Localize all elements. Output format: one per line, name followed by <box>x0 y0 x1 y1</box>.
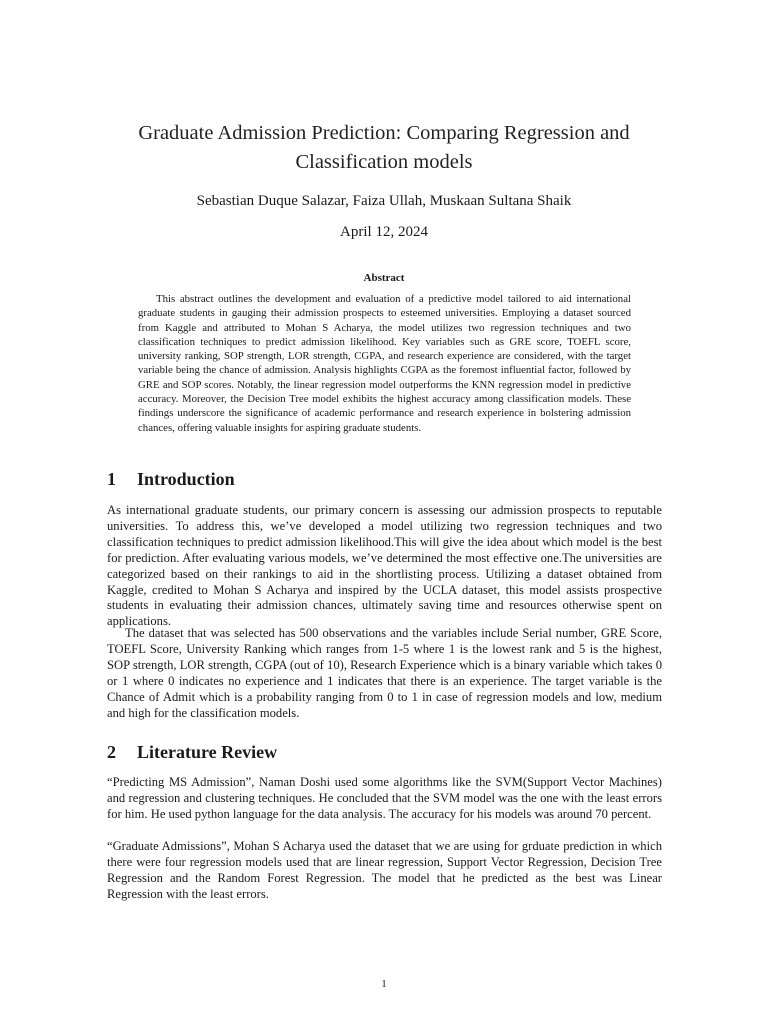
publication-date: April 12, 2024 <box>340 224 428 240</box>
paper-title: Graduate Admission Prediction: Comparing Regression and Classification models <box>138 122 630 173</box>
introduction-paragraph-1: As international graduate students, our primary concern is assessing our admission prospects to reputable universities. To address this, we’ve developed a model utilizing two regression techniques and two classification techniques to predict admission likelihood.This will give the idea about which model is the best for prediction. After evaluating various models, we’ve determined the most effective one.The universities are categorized based on their rankings to aid in the shortlisting process. Utilizing a dataset obtained from Kaggle, credited to Mohan S Acharya and inspired by the UCLA dataset, this model assists prospective students in evaluating their admission chances, ultimately saving time and resources otherwise spent on applications. <box>107 503 662 629</box>
introduction-paragraph-2: The dataset that was selected has 500 observations and the variables include Serial number, GRE Score, TOEFL Score, University Ranking which ranges from 1-5 where 1 is the lowest rank and 5 is the highest, SOP strength, LOR strength, CGPA (out of 10), Research Experience which is a binary variable which takes 0 or 1 where 0 indicates no experience and 1 indicates that there is an experience. The target variable is the Chance of Admit which is a probability ranging from 0 to 1 in case of regression models and low, medium and high for the classification models. <box>107 626 662 720</box>
section-title: Introduction <box>137 469 235 489</box>
section-title: Literature Review <box>137 742 278 762</box>
section-heading-literature-review <box>107 741 277 763</box>
abstract-body: This abstract outlines the development and evaluation of a predictive model tailored to aid international graduate students in gauging their admission prospects to esteemed universities. Employing a dataset sourced from Kaggle and attributed to Mohan S Acharya, the model utilizes two regression techniques and two classification techniques to predict admission likelihood. Key variables such as GRE score, TOEFL score, university ranking, SOP strength, LOR strength, CGPA, and research experience are considered, with the target variable being the chance of admission. Analysis highlights CGPA as the foremost influential factor, followed by GRE and SOP scores. Notably, the linear regression model outperforms the KNN regression model in predictive accuracy. Moreover, the Decision Tree model exhibits the highest accuracy among classification models. These findings underscore the significance of academic performance and research experience in bolstering admission chances, offering valuable insights for aspiring graduate students. <box>138 293 631 434</box>
literature-review-paragraph-1: “Predicting MS Admission”, Naman Doshi used some algorithms like the SVM(Support Vector Machines) and regression and clustering techniques. He concluded that the SVM model was the one with the least errors for him. He used python language for the data analysis. The accuracy for his models was around 70 percent. <box>107 775 662 821</box>
section-number: 2 <box>107 742 116 762</box>
author-list: Sebastian Duque Salazar, Faiza Ullah, Muskaan Sultana Shaik <box>196 193 572 209</box>
section-number: 1 <box>107 469 116 489</box>
literature-review-paragraph-2: “Graduate Admissions”, Mohan S Acharya used the dataset that we are using for grduate prediction in which there were four regression models used that are linear regression, Support Vector Regression, Decision Tree Regression and the Random Forest Regression. The model that he predicted as the best was Linear Regression with the least errors. <box>107 839 662 901</box>
abstract-heading: Abstract <box>363 272 405 284</box>
section-heading-introduction <box>107 468 235 490</box>
page-number: 1 <box>381 978 387 990</box>
